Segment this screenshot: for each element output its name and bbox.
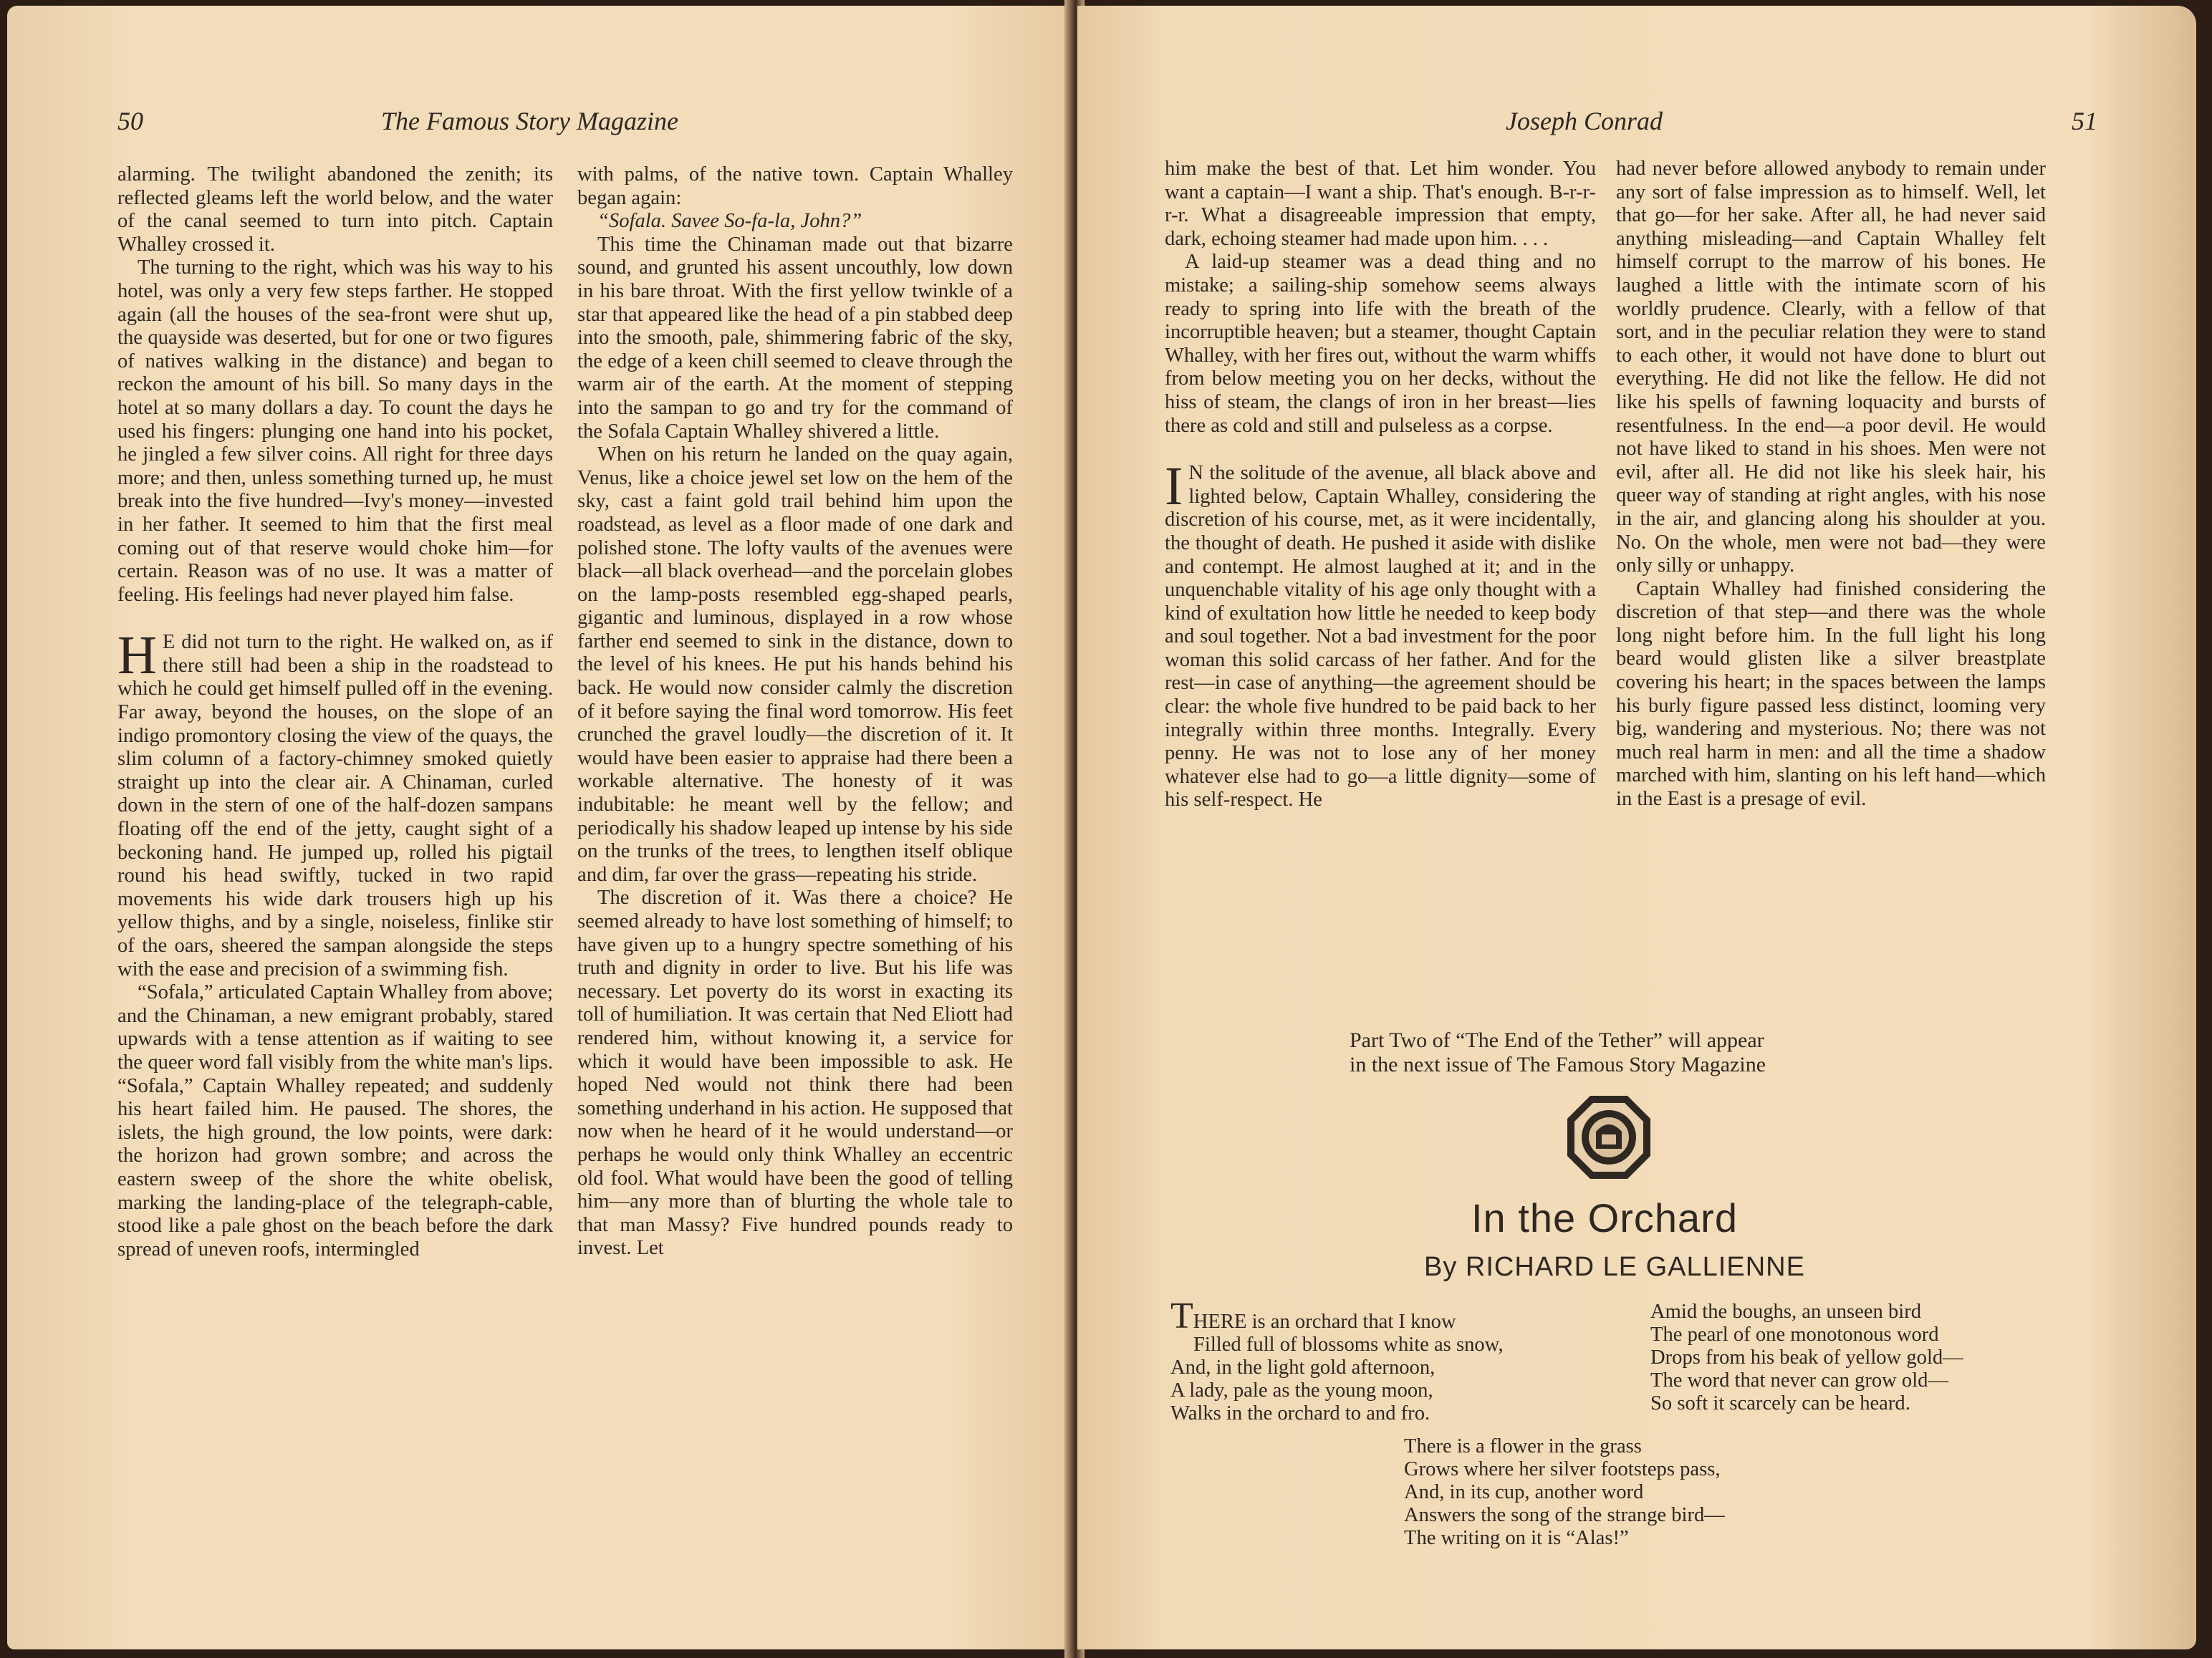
poem-line: Grows where her silver footsteps pass, (1404, 1458, 1721, 1480)
poem-line: The pearl of one monotonous word (1650, 1324, 1939, 1346)
text-column-2 (577, 163, 1013, 1261)
paragraph: with palms, of the native town. Captain Whalley began again: (577, 163, 1013, 209)
poem-author: By RICHARD LE GALLIENNE (1424, 1252, 1805, 1282)
poem-line: Filled full of blossoms white as snow, (1193, 1334, 1504, 1356)
paragraph: A laid-up steamer was a dead thing and no mistake; a sailing-ship somehow seems always ready to spring into life with the breath of the incorruptible heaven; but a steamer, thought Captain Whalley, with her fires out, without the warm whiffs from below meeting you on her decks, without the hiss of steam, the clangs of iron in her breast—lies there as cold and still and pulseless as a corpse. (1165, 251, 1596, 437)
text-column-2 (1616, 158, 2046, 811)
paragraph: him make the best of that. Let him wonder. You want a captain—I want a ship. That's enough. B-r-r-r-r. What a disagreeable impression that empty, dark, echoing steamer had made upon him. . . . (1165, 158, 1596, 250)
section-paragraph (1165, 456, 1596, 812)
paragraph: Captain Whalley had finished considering the discretion of that step—and there was the whole long night before him. In the full light his long beard would glisten like a silver breastplate covering his heart; in the spaces between the lamps his burly figure passed less distinct, looming very big, wandering and mysterious. No; there was not much real harm in men: and all the time a shadow marched with him, slanting on his left hand—which in the East is a presage of evil. (1616, 577, 2046, 811)
drop-cap: T (1170, 1296, 1193, 1336)
poem-line: There is a flower in the grass (1404, 1435, 1642, 1457)
paragraph: “Sofala,” articulated Captain Whalley from above; and the Chinaman, a new emigrant probably, stared upwards with a tense attention as if waiting to see the queer word fall visibly from the white man's lips. “Sofala,” Captain Whalley repeated; and suddenly his heart failed him. He paused. The shores, the islets, the high ground, the low points, were dark: the horizon had grown sombre; and across the eastern sweep of the shore the white obelisk, marking the landing-place of the telegraph-cable, stood like a pale ghost on the beach before the dark spread of uneven roofs, intermingled (117, 981, 553, 1261)
paragraph: The turning to the right, which was his way to his hotel, was only a very few steps farther. He stopped again (all the houses of the sea-front were shut up, the quayside was deserted, but for one or two figures of natives walking in the distance) and began to reckon the amount of his bill. So many days in the hotel at so many dollars a day. To count the days he used his fingers: plunging one hand into his pocket, he jingled a few silver coins. All right for three days more; and then, unless something turned up, he must break into the five hundred—Ivy's money—invested in her father. It seemed to him that the first meal coming out of that reserve would choke him—for certain. Reason was of no use. It was a matter of feeling. His feelings had never played him false. (117, 256, 553, 606)
text-column-1 (1165, 158, 1596, 812)
poem-line: A lady, pale as the young moon, (1170, 1379, 1433, 1402)
drop-cap: H (117, 625, 157, 686)
drop-cap: I (1165, 456, 1183, 517)
poem-line: Drops from his beak of yellow gold— (1650, 1346, 1963, 1369)
poem-stanza-2 (1650, 1301, 1963, 1415)
poem-stanza-3 (1404, 1435, 1725, 1550)
poem-line: And, in its cup, another word (1404, 1481, 1644, 1503)
left-page (7, 6, 1070, 1649)
poem-line (1170, 1296, 1504, 1336)
paragraph: This time the Chinaman made out that bizarre sound, and grunted his assent uncouthly, low down in his bare throat. With the first yellow twinkle of a star that appeared like the head of a pin stabbed deep into the smooth, pale, shimmering fabric of the sky, the edge of a keen chill seemed to cleave through the warm air of the earth. At the moment of stepping into the sampan to go and try for the command of the Sofala Captain Whalley shivered a little. (577, 233, 1013, 443)
poem-line: The word that never can grow old— (1650, 1369, 1949, 1392)
dialogue-line: “Sofala. Savee So-fa-la, John?” (597, 210, 862, 233)
text-column-1 (117, 163, 553, 1261)
paragraph-text: N the solitude of the avenue, all black above and lighted below, Captain Whalley, considering the discretion of his course, met, as it were incidentally, the thought of death. He pushed it aside with dislike and contempt. He almost laughed at it; and in the unquenchable vitality of his age only thought with a kind of exultation how little he needed to keep body and soul together. Not a bad investment for the poor woman this solid carcass of her father. And for the rest—in case of anything—the agreement should be clear: the whole five hundred to be paid back to her integrally within three months. Integrally. Every penny. He was not to lose any of her money whatever else had to go—a little dignity—some of his self-respect. He (1165, 462, 1596, 811)
running-head: Joseph Conrad (1506, 107, 1663, 135)
paragraph: had never before allowed anybody to remain under any sort of false impression as to himself. Well, let that go—for her sake. After all, he had never said anything misleading—and Captain Whalley felt himself corrupt to the marrow of his bones. He laughed a little with the intimate scorn of his worldly prudence. Clearly, with a fellow of that sort, and in the peculiar relation they were to stand to each other, it would not have done to blurt out everything. He did not like the fellow. He did not like his spells of fawning loquacity and bursts of resentfulness. In the end—a poor devil. He would not have liked to stand in his shoes. Men were not evil, after all. He did not like his sleek hair, his queer way of standing at right angles, with his nose in the air, and glancing along his shoulder at you. No. On the whole, men were not bad—they were only silly or unhappy. (1616, 158, 2046, 577)
paragraph: The discretion of it. Was there a choice? He seemed already to have lost something of himself; to have given up to a hungry spectre something of his truth and dignity in order to live. But his life was necessary. Let poverty do its worst in exacting its toll of humiliation. It was certain that Ned Eliott had rendered him, without knowing it, a service for which it would have been impossible to ask. He hoped Ned would not think there had been something underhand in his action. He supposed that now when he heard of it he would understand—or perhaps he would only think Whalley an eccentric old fool. What would have been the good of telling him—any more than of blurting the whole tale to that man Massy? Five hundred pounds ready to invest. Let (577, 887, 1013, 1260)
poem-line: Amid the boughs, an unseen bird (1650, 1301, 1922, 1323)
right-page (1077, 6, 2196, 1649)
poem-line: So soft it scarcely can be heard. (1650, 1392, 1910, 1414)
note-line: Part Two of “The End of the Tether” will appear (1350, 1028, 1764, 1052)
poem-line: And, in the light gold afternoon, (1170, 1356, 1436, 1379)
note-line: in the next issue of The Famous Story Magazine (1350, 1053, 1766, 1076)
section-paragraph (117, 625, 553, 981)
octagon-ornament-icon (1564, 1093, 1653, 1182)
page-number: 51 (2072, 107, 2097, 135)
poem-line: Walks in the orchard to and fro. (1170, 1402, 1430, 1425)
poem-stanza-1 (1170, 1296, 1504, 1425)
poem-line: The writing on it is “Alas!” (1404, 1527, 1629, 1549)
poem-line-text: HERE is an orchard that I know (1193, 1311, 1456, 1333)
poem-title: In the Orchard (1471, 1195, 1738, 1240)
page-number: 50 (117, 107, 143, 135)
paragraph: When on his return he landed on the quay again, Venus, like a choice jewel set low on the hem of the sky, cast a faint gold trail behind him upon the roadstead, as level as a floor made of one dark and polished stone. The lofty vaults of the avenues were black—all black overhead—and the porcelain globes on the lamp-posts resembled egg-shaped pearls, gigantic and luminous, displayed in a row whose farther end seemed to sink in the distance, down to the level of his knees. He put his hands behind his back. He would now consider calmly the discretion of it before saying the final word tomorrow. His feet crunched the gravel loudly—the discretion of it. It would have been easier to appraise had there been a workable alternative. The honesty of it was indubitable: he meant well by the fellow; and periodically his shadow leaped up intense by his side on the trunks of the trees, to lengthen itself oblique and dim, far over the grass—repeating his stride. (577, 443, 1013, 886)
running-head: The Famous Story Magazine (381, 107, 678, 135)
paragraph: alarming. The twilight abandoned the zenith; its reflected gleams left the world below, and the water of the canal seemed to turn into pitch. Captain Whalley crossed it. (117, 163, 553, 256)
poem-line: Answers the song of the strange bird— (1404, 1504, 1725, 1526)
continuation-note (1350, 1028, 1994, 1077)
paragraph-text: E did not turn to the right. He walked on, as if there still had been a ship in the roadstead to which he could get himself pulled off in the evening. Far away, beyond the houses, on the slope of an indigo promontory closing the view of the quays, the slim column of a factory-chimney smoked quietly straight up into the clear air. A Chinaman, curled down in the stern of one of the half-dozen sampans floating off the end of the jetty, caught sight of a beckoning hand. He jumped up, rolled his pigtail round his head swiftly, tucked in two rapid movements his wide dark trousers high up his yellow thighs, and by a single, noiseless, finlike stir of the oars, sheered the sampan alongside the steps with the ease and precision of a swimming fish. (117, 631, 553, 980)
